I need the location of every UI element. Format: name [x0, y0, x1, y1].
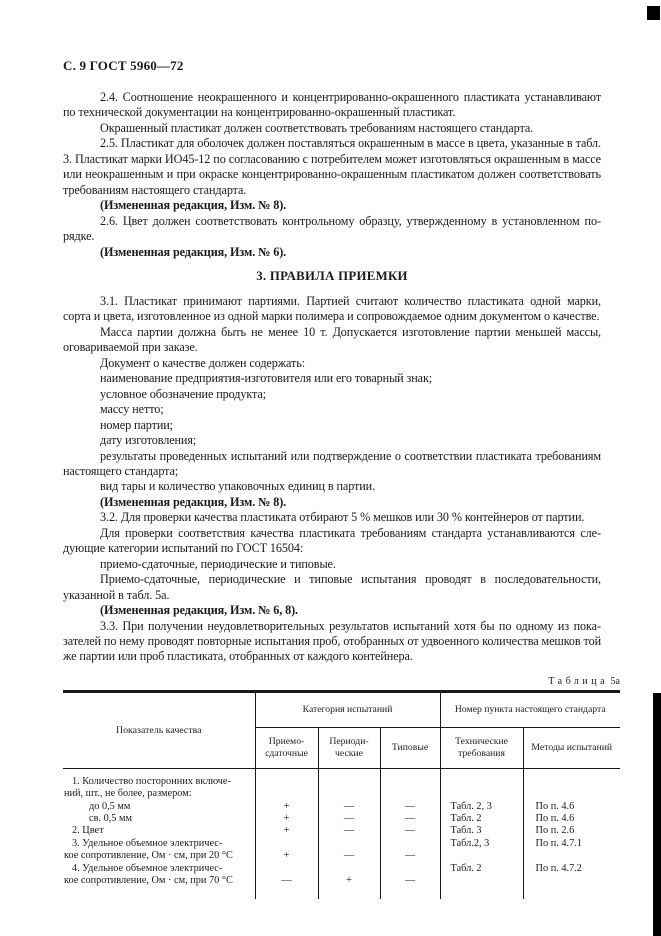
table-cell	[440, 788, 523, 800]
col-header-periodic: Периоди-ческие	[318, 727, 380, 768]
table-cell	[255, 863, 318, 875]
table-cell	[440, 850, 523, 862]
paragraph: 3.2. Для проверки качества пластиката отбирают 5 % мешков или 30 % контейнеров от партии.	[100, 510, 585, 525]
table-cell	[523, 888, 620, 899]
table-cell: Табл.2, 3	[440, 838, 523, 850]
table-label-word: Таблица	[548, 675, 609, 687]
col-header-tech-requirements: Технические требования	[440, 727, 523, 768]
scan-artifact-corner	[647, 6, 660, 20]
table-cell	[380, 768, 440, 788]
table-cell: +	[255, 850, 318, 862]
table-cell: —	[380, 825, 440, 837]
revision-note: (Измененная редакция, Изм. № 8).	[100, 198, 287, 213]
paragraph: массу нетто;	[100, 402, 164, 417]
table-row	[63, 838, 620, 850]
revision-note: (Измененная редакция, Изм. № 6, 8).	[100, 603, 299, 618]
table-cell: —	[318, 801, 380, 813]
paragraph: Приемо-сдаточные, периодические и типовые испытания проводят в последовательности, указанной в табл. 5а.	[63, 572, 601, 602]
paragraph: 2.4. Соотношение неокрашенного и концентрированно-окрашенного пластиката устанавливают по технической документации на концентрированно-окрашенный пластикат.	[63, 90, 601, 120]
table-cell: По п. 4.6	[523, 813, 620, 825]
table-cell: +	[318, 875, 380, 887]
table-cell: кое сопротивление, Ом · см, при 20 °С	[64, 850, 233, 862]
table-cell	[255, 768, 318, 788]
paragraph: результаты проведенных испытаний или подтверждение о соответствии пластиката требованиям настоящего стандарта;	[63, 448, 601, 478]
table-cell	[318, 788, 380, 800]
table-cell	[380, 788, 440, 800]
table-cell: 2. Цвет	[72, 825, 104, 837]
table-cell: 1. Количество посторонних включе-	[72, 775, 231, 787]
table-row	[63, 850, 620, 862]
section-2-paragraphs	[63, 90, 601, 260]
paragraph: Масса партии должна быть не менее 10 т. Допускается изготовление партии меньшей массы, оговариваемой при заказе.	[63, 324, 601, 355]
table-row	[63, 813, 620, 825]
table-cell: —	[318, 813, 380, 825]
col-group-standard-clause: Номер пункта настоящего стандарта	[440, 691, 620, 727]
col-header-test-methods: Методы испытаний	[523, 727, 620, 768]
table-cell	[255, 838, 318, 850]
table-cell: По п. 4.6	[523, 801, 620, 813]
table-cell	[255, 788, 318, 800]
table-cell: Табл. 2, 3	[440, 801, 523, 813]
table-cell	[380, 888, 440, 899]
table-spacer-row	[63, 888, 620, 899]
section-3-paragraphs	[63, 294, 601, 665]
paragraph: Для проверки соответствия качества пластиката требованиям стандарта устанавливаются следующие категории испытаний по ГОСТ 16504:	[63, 525, 601, 556]
acceptance-tests-table	[63, 690, 620, 899]
table-row	[63, 801, 620, 813]
table-cell	[380, 863, 440, 875]
table-cell	[440, 875, 523, 887]
col-header-acceptance: Приемо-сдаточные	[255, 727, 318, 768]
table-cell	[318, 863, 380, 875]
paragraph: Окрашенный пластикат должен соответствовать требованиям настоящего стандарта.	[100, 120, 534, 135]
table-cell: 3. Удельное объемное электричес-	[72, 837, 223, 849]
table-cell: —	[380, 801, 440, 813]
table-label	[63, 676, 620, 687]
table-cell: +	[255, 825, 318, 837]
col-group-test-category: Категория испытаний	[255, 691, 440, 727]
table-cell	[63, 888, 255, 899]
revision-note: (Измененная редакция, Изм. № 8).	[100, 494, 287, 509]
table-cell	[380, 838, 440, 850]
table-cell	[318, 838, 380, 850]
paragraph: Документ о качестве должен содержать:	[100, 355, 306, 370]
page-header: С. 9 ГОСТ 5960—72	[63, 58, 184, 73]
section-3-heading: 3. ПРАВИЛА ПРИЕМКИ	[256, 268, 408, 283]
col-header-type: Типовые	[380, 727, 440, 768]
paragraph: 2.6. Цвет должен соответствовать контрольному образцу, утвержденному в установленном порядке.	[63, 213, 601, 244]
revision-note: (Измененная редакция, Изм. № 6).	[100, 244, 287, 259]
table-cell: —	[380, 875, 440, 887]
table-cell	[523, 850, 620, 862]
table-cell	[523, 875, 620, 887]
table-label-number: 5а	[610, 675, 620, 687]
table-cell: 4. Удельное объемное электричес-	[72, 862, 223, 874]
table-cell	[318, 768, 380, 788]
table-row	[63, 825, 620, 837]
paragraph: 3.3. При получении неудовлетворительных результатов испытаний хотя бы по одному из показателей по нему проводят повторные испытания проб, отобранных от удвоенного количества мешков той же партии или проб пластиката, отобранных от каждого контейнера.	[63, 618, 601, 664]
table-cell: По п. 4.7.1	[523, 838, 620, 850]
scan-artifact-edge	[653, 693, 661, 936]
paragraph: 3.1. Пластикат принимают партиями. Партией считают количество пластиката одной марки, сорта и цвета, изготовленное из одной марки полимера и сопровождаемое одним документом о качестве.	[63, 293, 601, 324]
table-cell: —	[255, 875, 318, 887]
table-row	[63, 768, 620, 788]
table-cell	[440, 768, 523, 788]
table-cell: Табл. 2	[440, 813, 523, 825]
table-cell: —	[380, 850, 440, 862]
table-row	[63, 788, 620, 800]
table-cell: до 0,5 мм	[89, 800, 131, 812]
table-cell: св. 0,5 мм	[89, 813, 133, 825]
table-cell: —	[318, 850, 380, 862]
table-cell	[255, 888, 318, 899]
table-cell: Табл. 3	[440, 825, 523, 837]
table-cell	[440, 888, 523, 899]
paragraph: условное обозначение продукта;	[100, 386, 267, 401]
paragraph: номер партии;	[100, 417, 173, 432]
table-cell: Табл. 2	[440, 863, 523, 875]
table-row	[63, 875, 620, 887]
table-cell: +	[255, 813, 318, 825]
table-cell: —	[380, 813, 440, 825]
table-cell	[523, 768, 620, 788]
table-cell: По п. 4.7.2	[523, 863, 620, 875]
table-cell: кое сопротивление, Ом · см, при 70 °С	[64, 875, 233, 887]
paragraph: дату изготовления;	[100, 433, 197, 448]
table-cell	[523, 788, 620, 800]
table-cell: По п. 2.6	[523, 825, 620, 837]
paragraph: 2.5. Пластикат для оболочек должен поставляться окрашенным в массе в цвета, указанные в табл. 3. Пластикат марки ИО45-12 по согласованию с потребителем может изготовляться окрашенным в массе или неокрашенным и при окраске концентрированно-окрашенным пластикатом должен соответствовать требованиям настоящего стандарта.	[63, 136, 601, 197]
document-body	[63, 90, 620, 899]
paragraph: вид тары и количество упаковочных единиц в партии.	[100, 479, 376, 494]
col-header-quality-indicator: Показатель качества	[63, 691, 255, 768]
table-row	[63, 863, 620, 875]
paragraph: наименование предприятия-изготовителя или его товарный знак;	[100, 371, 433, 386]
table-cell: ний, шт., не более, размером:	[64, 788, 192, 800]
table-cell: —	[318, 825, 380, 837]
paragraph: приемо-сдаточные, периодические и типовые.	[100, 556, 336, 571]
table-cell	[318, 888, 380, 899]
table-cell: +	[255, 801, 318, 813]
